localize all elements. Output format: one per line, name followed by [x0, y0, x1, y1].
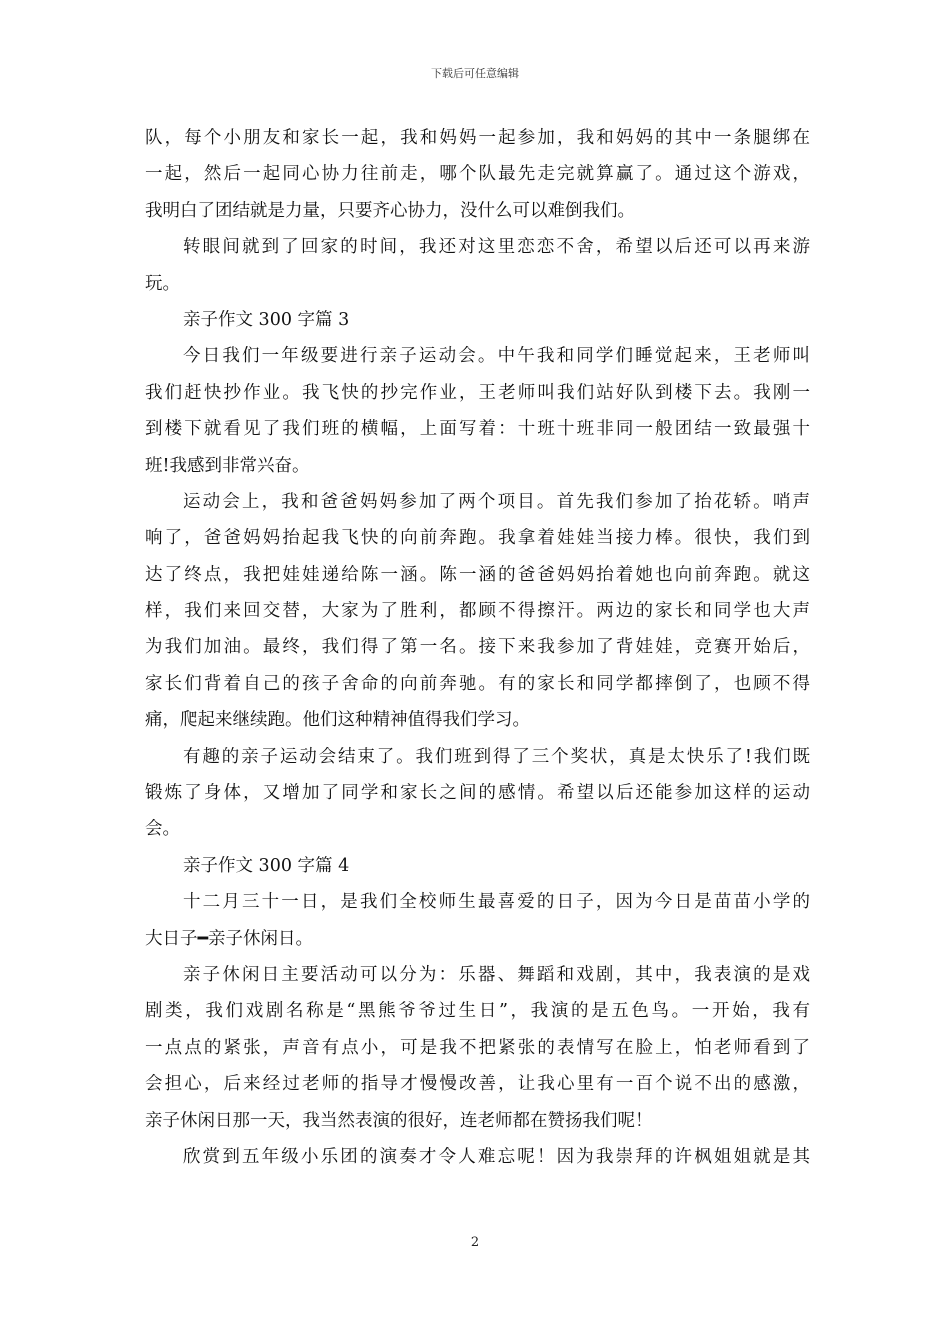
- body-line: 痛，爬起来继续跑。他们这种精神值得我们学习。: [145, 710, 530, 731]
- body-line: 锻炼了身体，又增加了同学和家长之间的感情。希望以后还能参加这样的运动: [145, 783, 810, 804]
- body-line: 样，我们来回交替，大家为了胜利，都顾不得擦汗。两边的家长和同学也大声: [145, 601, 810, 622]
- body-line: 一起，然后一起同心协力往前走，哪个队最先走完就算赢了。通过这个游戏，: [145, 164, 810, 185]
- body-line: 玩。: [145, 273, 180, 294]
- body-line: 到楼下就看见了我们班的横幅，上面写着：十班十班非同一般团结一致最强十: [145, 419, 810, 440]
- section-heading: 亲子作文 300 字篇 3: [183, 309, 350, 330]
- paragraph-start-line: 十二月三十一日，是我们全校师生最喜爱的日子，因为今日是苗苗小学的: [183, 892, 810, 913]
- body-line: 家长们背着自己的孩子舍命的向前奔驰。有的家长和同学都摔倒了，也顾不得: [145, 673, 810, 694]
- body-line: 一点点的紧张，声音有点小，可是我不把紧张的表情写在脸上，怕老师看到了: [145, 1037, 810, 1058]
- body-line: 我明白了团结就是力量，只要齐心协力，没什么可以难倒我们。: [145, 200, 635, 221]
- body-line: 会担心，后来经过老师的指导才慢慢改善，让我心里有一百个说不出的感激，: [145, 1074, 810, 1095]
- page-number: 2: [470, 1235, 480, 1250]
- body-line: 亲子休闲日那一天，我当然表演的很好，连老师都在赞扬我们呢！: [145, 1110, 653, 1131]
- document-body: [145, 120, 810, 1175]
- body-line: 达了终点，我把娃娃递给陈一涵。陈一涵的爸爸妈妈抬着她也向前奔跑。就这: [145, 564, 810, 585]
- body-line: 响了，爸爸妈妈抬起我飞快的向前奔跑。我拿着娃娃当接力棒。很快，我们到: [145, 528, 810, 549]
- paragraph-start-line: 亲子休闲日主要活动可以分为：乐器、舞蹈和戏剧，其中，我表演的是戏: [183, 964, 810, 985]
- body-line: 会。: [145, 819, 180, 840]
- header-note: 下载后可任意编辑: [431, 67, 519, 80]
- body-line: 大日子━亲子休闲日。: [145, 928, 314, 949]
- paragraph-start-line: 运动会上，我和爸爸妈妈参加了两个项目。首先我们参加了抬花轿。哨声: [183, 491, 810, 512]
- paragraph-start-line: 转眼间就到了回家的时间，我还对这里恋恋不舍，希望以后还可以再来游: [183, 237, 810, 258]
- body-line: 为我们加油。最终，我们得了第一名。接下来我参加了背娃娃，竞赛开始后，: [145, 637, 810, 658]
- paragraph-start-line: 欣赏到五年级小乐团的演奏才令人难忘呢！因为我崇拜的许枫姐姐就是其: [183, 1146, 810, 1167]
- body-line: 剧类，我们戏剧名称是“黑熊爷爷过生日”，我演的是五色鸟。一开始，我有: [145, 1001, 810, 1022]
- body-line: 班!我感到非常兴奋。: [145, 455, 310, 476]
- paragraph-start-line: 有趣的亲子运动会结束了。我们班到得了三个奖状，真是太快乐了!我们既: [183, 746, 810, 767]
- body-line: 我们赶快抄作业。我飞快的抄完作业，王老师叫我们站好队到楼下去。我刚一: [145, 382, 810, 403]
- body-line: 队，每个小朋友和家长一起，我和妈妈一起参加，我和妈妈的其中一条腿绑在: [145, 128, 810, 148]
- paragraph-start-line: 今日我们一年级要进行亲子运动会。中午我和同学们睡觉起来，王老师叫: [183, 346, 810, 367]
- section-heading: 亲子作文 300 字篇 4: [183, 855, 350, 876]
